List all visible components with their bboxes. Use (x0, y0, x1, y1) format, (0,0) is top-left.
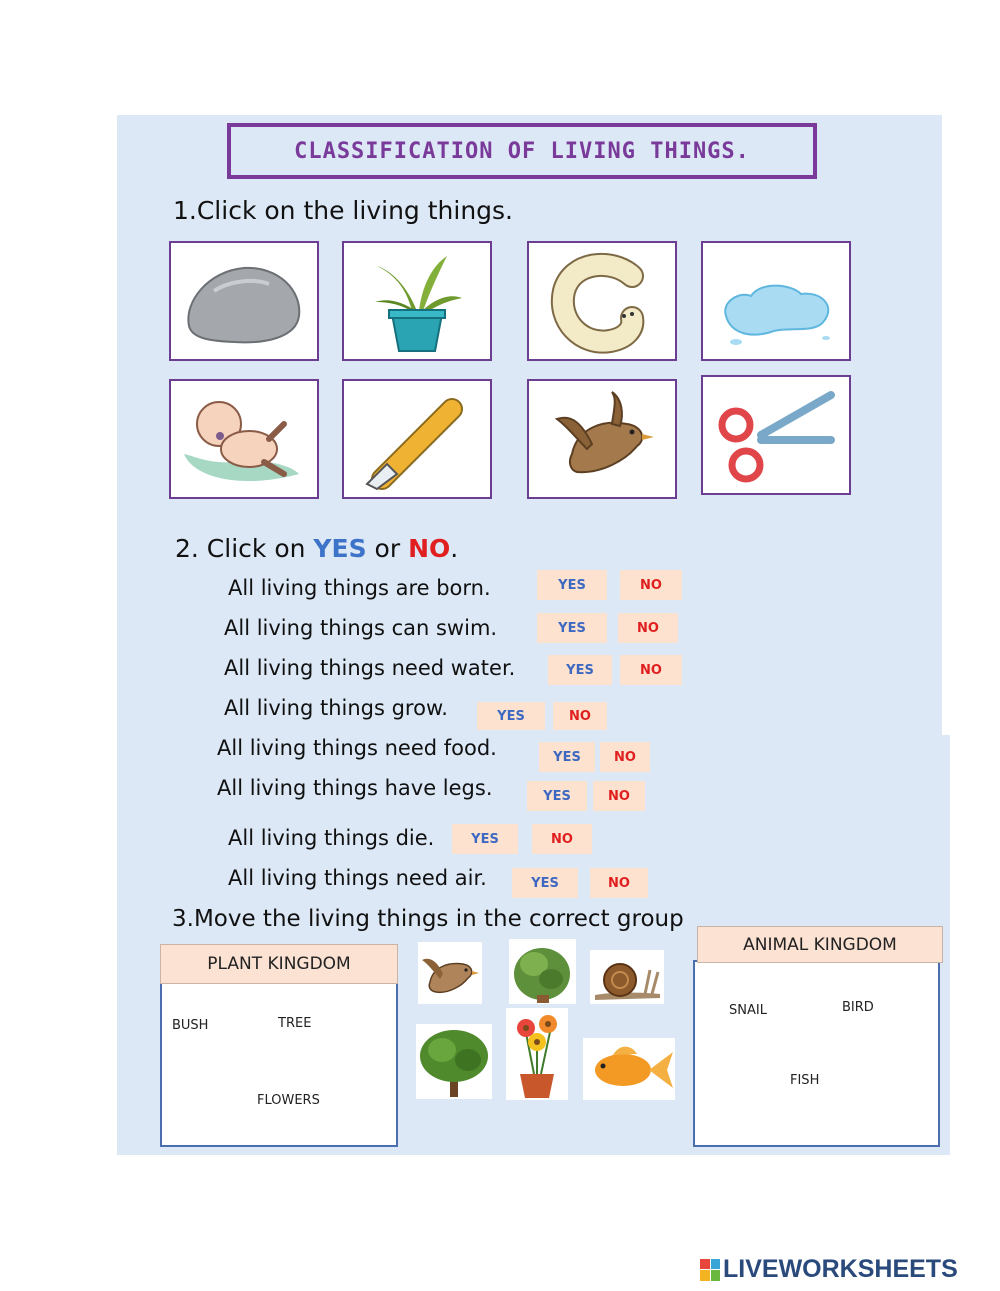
title-box (227, 123, 817, 179)
statement-legs: All living things have legs. (217, 776, 493, 800)
statement-swim: All living things can swim. (224, 616, 498, 640)
brand-name: LIVEWORKSHEETS (723, 1255, 958, 1283)
potted-plant-icon (347, 246, 487, 356)
statement-born: All living things are born. (228, 576, 491, 600)
section2-heading-end: . (450, 534, 459, 563)
yes-button-swim[interactable]: YES (537, 613, 607, 643)
no-button-air[interactable]: NO (590, 868, 648, 898)
statement-food: All living things need food. (217, 736, 497, 760)
draggable-snail[interactable] (590, 950, 664, 1004)
card-potted-plant[interactable] (342, 241, 492, 361)
no-button-die[interactable]: NO (532, 824, 592, 854)
no-button-born[interactable]: NO (620, 570, 682, 600)
slot-fish[interactable]: FISH (790, 1073, 820, 1088)
slot-bush[interactable]: BUSH (172, 1018, 209, 1033)
brand-logo (700, 1255, 958, 1284)
page-title: CLASSIFICATION OF LIVING THINGS. (294, 138, 750, 164)
section2-heading-prefix: 2. Click on (175, 534, 314, 563)
yes-button-born[interactable]: YES (537, 570, 607, 600)
statement-grow: All living things grow. (224, 696, 448, 720)
card-bird[interactable] (527, 379, 677, 499)
yes-button-die[interactable]: YES (452, 824, 518, 854)
card-rock[interactable] (169, 241, 319, 361)
no-button-grow[interactable]: NO (553, 702, 607, 730)
card-baby[interactable] (169, 379, 319, 499)
water-puddle-icon (706, 246, 846, 356)
card-marker[interactable] (342, 379, 492, 499)
card-worm[interactable] (527, 241, 677, 361)
section1-heading: 1.Click on the living things. (173, 196, 514, 225)
card-water[interactable] (701, 241, 851, 361)
draggable-bird[interactable] (418, 942, 482, 1004)
baby-icon (174, 384, 314, 494)
statement-air: All living things need air. (228, 866, 487, 890)
animal-kingdom-title: ANIMAL KINGDOM (697, 926, 943, 963)
yes-button-air[interactable]: YES (512, 868, 578, 898)
yes-button-grow[interactable]: YES (477, 702, 545, 730)
rock-icon (174, 246, 314, 356)
slot-tree[interactable]: TREE (278, 1016, 312, 1031)
flowers-icon (506, 1008, 568, 1100)
slot-bird[interactable]: BIRD (842, 1000, 874, 1015)
card-scissors[interactable] (701, 375, 851, 495)
worm-icon (532, 246, 672, 356)
no-button-food[interactable]: NO (600, 742, 650, 772)
tree-icon (416, 1024, 492, 1099)
no-button-legs[interactable]: NO (593, 781, 645, 811)
goldfish-icon (583, 1038, 675, 1100)
animal-kingdom-dropzone[interactable] (693, 960, 940, 1147)
scissors-icon (706, 380, 846, 490)
bird-icon (418, 942, 482, 1004)
yes-button-water[interactable]: YES (548, 655, 612, 685)
draggable-bush[interactable] (509, 939, 576, 1004)
section2-heading-or: or (366, 534, 409, 563)
statement-water: All living things need water. (224, 656, 516, 680)
slot-flowers[interactable]: FLOWERS (257, 1093, 320, 1108)
section2-heading-yes: YES (313, 534, 367, 563)
draggable-flowers[interactable] (506, 1008, 568, 1100)
yes-button-food[interactable]: YES (539, 742, 595, 772)
no-button-swim[interactable]: NO (618, 613, 678, 643)
plant-kingdom-title: PLANT KINGDOM (160, 944, 398, 984)
section2-heading-no: NO (408, 534, 451, 563)
snail-icon (590, 950, 664, 1004)
section3-heading: 3.Move the living things in the correct group (172, 906, 684, 932)
bird-icon (532, 384, 672, 494)
liveworksheets-logo-icon (700, 1259, 720, 1281)
draggable-tree[interactable] (416, 1024, 492, 1099)
slot-snail[interactable]: SNAIL (729, 1003, 767, 1018)
bush-icon (509, 939, 576, 1004)
marker-pen-icon (347, 384, 487, 494)
plant-kingdom-dropzone[interactable] (160, 982, 398, 1147)
draggable-goldfish[interactable] (583, 1038, 675, 1100)
section2-heading (175, 534, 458, 563)
yes-button-legs[interactable]: YES (527, 781, 587, 811)
statement-die: All living things die. (228, 826, 435, 850)
no-button-water[interactable]: NO (620, 655, 682, 685)
